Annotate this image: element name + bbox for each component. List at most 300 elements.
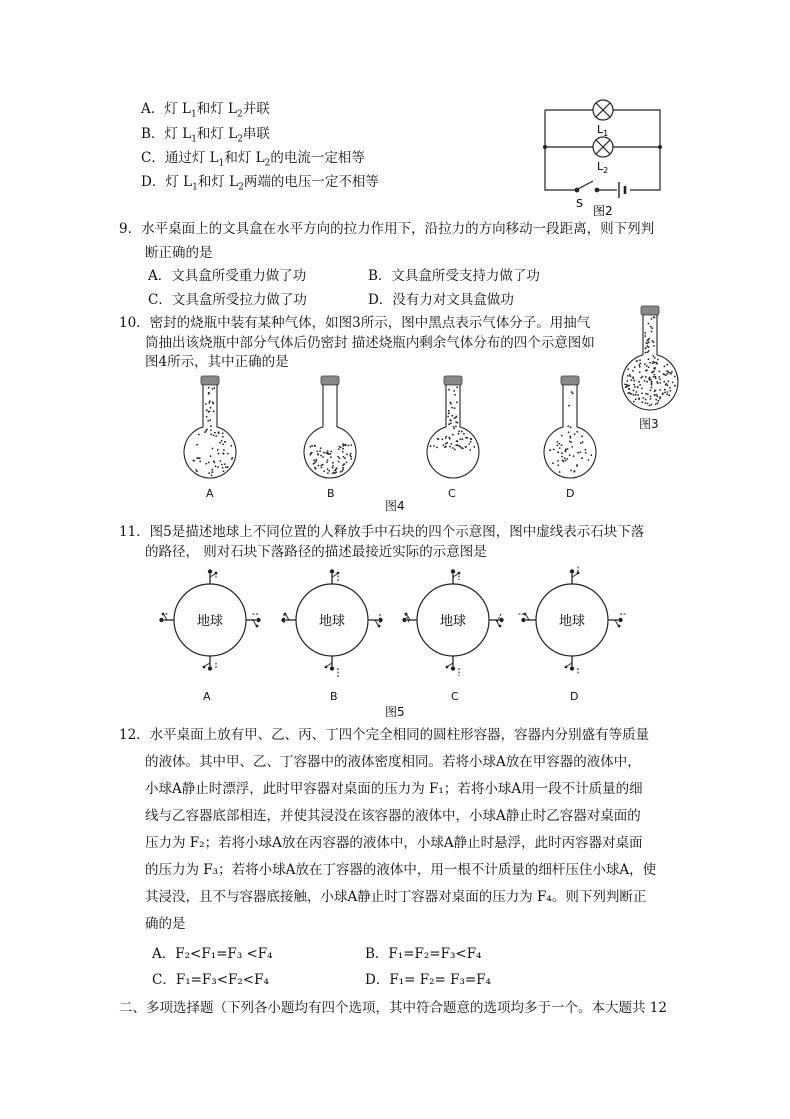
gas-molecule xyxy=(627,368,629,370)
gas-molecule xyxy=(320,455,322,457)
q9-stem-line1: 9．水平桌面上的文具盒在水平方向的拉力作用下，沿拉力的方向移动一段距离，则下列判 xyxy=(119,221,655,237)
gas-molecule xyxy=(651,387,653,389)
gas-molecule xyxy=(342,443,344,445)
gas-molecule xyxy=(208,392,210,394)
gas-molecule xyxy=(653,376,655,378)
gas-molecule xyxy=(667,391,669,393)
earth-diagram-a xyxy=(159,569,260,670)
gas-molecule xyxy=(209,411,211,413)
gas-molecule xyxy=(573,455,575,457)
gas-molecule xyxy=(576,431,578,433)
gas-molecule xyxy=(648,377,650,379)
gas-molecule xyxy=(208,462,210,464)
gas-molecule xyxy=(338,448,340,450)
gas-molecule xyxy=(569,435,571,437)
gas-molecule xyxy=(653,355,655,357)
gas-molecule xyxy=(657,359,659,361)
gas-molecule xyxy=(451,415,453,417)
gas-molecule xyxy=(318,465,320,467)
gas-molecule xyxy=(430,445,432,447)
gas-molecule xyxy=(214,432,216,434)
gas-molecule xyxy=(671,371,673,373)
gas-molecule xyxy=(585,449,587,451)
earth-label: 地球 xyxy=(558,614,586,629)
gas-molecule xyxy=(662,393,664,395)
q12-stem-line5: 压力为 F₂；若将小球A放在丙容器的液体中，小球A静止时悬浮，此时丙容器对桌面 xyxy=(145,835,643,851)
gas-molecule xyxy=(437,438,439,440)
gas-molecule xyxy=(326,462,328,464)
gas-molecule xyxy=(654,395,656,397)
gas-molecule xyxy=(205,430,207,432)
gas-molecule xyxy=(658,376,660,378)
gas-molecule xyxy=(319,450,321,452)
gas-molecule xyxy=(653,316,655,318)
gas-molecule xyxy=(454,407,456,409)
gas-molecule xyxy=(217,449,219,451)
q9-stem-line2: 断正确的是 xyxy=(145,245,213,261)
gas-molecule xyxy=(448,410,450,412)
gas-molecule xyxy=(344,457,346,459)
person-icon xyxy=(203,656,213,671)
gas-molecule xyxy=(581,457,583,459)
stone-icon xyxy=(499,625,502,628)
gas-molecule xyxy=(654,374,656,376)
gas-molecule xyxy=(317,453,319,455)
gas-molecule xyxy=(637,387,639,389)
gas-molecule xyxy=(667,371,669,373)
q8-option-d: D．灯 $L_1$和灯 $L_2$两端的电压一定不相等 xyxy=(141,174,379,193)
gas-molecule xyxy=(647,403,649,405)
gas-molecule xyxy=(576,464,578,466)
gas-molecule xyxy=(462,438,464,440)
gas-molecule xyxy=(668,381,670,383)
gas-molecule xyxy=(650,326,652,328)
gas-molecule xyxy=(222,467,224,469)
gas-molecule xyxy=(558,443,560,445)
person-icon xyxy=(608,618,623,628)
gas-molecule xyxy=(227,466,229,468)
gas-molecule xyxy=(639,359,641,361)
gas-molecule xyxy=(667,385,669,387)
gas-molecule xyxy=(563,461,565,463)
gas-molecule xyxy=(320,465,322,467)
gas-molecule xyxy=(458,433,460,435)
gas-molecule xyxy=(210,407,212,409)
gas-molecule xyxy=(559,471,561,473)
gas-molecule xyxy=(652,371,654,373)
gas-molecule xyxy=(642,376,644,378)
gas-molecule xyxy=(633,380,635,382)
gas-molecule xyxy=(231,458,233,460)
stopper-icon xyxy=(321,376,339,385)
gas-molecule xyxy=(634,386,636,388)
gas-molecule xyxy=(469,449,471,451)
gas-molecule xyxy=(644,332,646,334)
gas-molecule xyxy=(219,442,221,444)
gas-molecule xyxy=(651,381,653,383)
gas-molecule xyxy=(633,384,635,386)
gas-molecule xyxy=(674,385,676,387)
gas-molecule xyxy=(567,448,569,450)
gas-molecule xyxy=(645,376,647,378)
gas-molecule xyxy=(225,466,227,468)
gas-molecule xyxy=(313,463,315,465)
earth-diagram-d xyxy=(518,566,626,674)
gas-molecule xyxy=(561,456,563,458)
stone-icon xyxy=(325,666,328,669)
gas-molecule xyxy=(664,365,666,367)
gas-molecule xyxy=(211,471,213,473)
gas-molecule xyxy=(452,434,454,436)
lamp1-label: $L_1$ xyxy=(597,123,609,138)
gas-molecule xyxy=(568,431,570,433)
earth-diagram-c xyxy=(402,569,503,676)
gas-molecule xyxy=(445,446,447,448)
stone-icon xyxy=(203,666,206,669)
gas-molecule xyxy=(649,379,651,381)
earth-label: 地球 xyxy=(439,614,467,629)
q11-stem-line1: 11．图5是描述地球上不同位置的人释放手中石块的四个示意图，图中虚线表示石块下落 xyxy=(119,524,645,540)
gas-molecule xyxy=(316,459,318,461)
gas-molecule xyxy=(632,378,634,380)
gas-molecule xyxy=(456,386,458,388)
gas-molecule xyxy=(640,377,642,379)
figure5-earth-diagrams xyxy=(140,560,660,685)
stone-icon xyxy=(256,625,259,628)
gas-molecule xyxy=(629,388,631,390)
gas-molecule xyxy=(577,452,579,454)
gas-molecule xyxy=(666,364,668,366)
gas-molecule xyxy=(208,402,210,404)
q8-option-a: A．灯 $L_1$和灯 $L_2$并联 xyxy=(141,101,270,120)
gas-molecule xyxy=(650,395,652,397)
gas-molecule xyxy=(449,419,451,421)
gas-molecule xyxy=(209,419,211,421)
gas-molecule xyxy=(433,445,435,447)
gas-molecule xyxy=(342,469,344,471)
q9-option-d: D．没有力对文具盒做功 xyxy=(368,292,514,308)
gas-molecule xyxy=(670,373,672,375)
gas-molecule xyxy=(468,443,470,445)
q12-stem-line8: 确的是 xyxy=(145,916,186,932)
gas-molecule xyxy=(649,389,651,391)
gas-molecule xyxy=(222,436,224,438)
gas-molecule xyxy=(334,472,336,474)
gas-molecule xyxy=(664,389,666,391)
gas-molecule xyxy=(342,448,344,450)
gas-molecule xyxy=(624,384,626,386)
gas-molecule xyxy=(670,390,672,392)
gas-molecule xyxy=(666,393,668,395)
gas-molecule xyxy=(450,402,452,404)
gas-molecule xyxy=(552,462,554,464)
gas-molecule xyxy=(314,445,316,447)
figure4-caption: 图4 xyxy=(385,499,405,513)
gas-molecule xyxy=(457,444,459,446)
gas-molecule xyxy=(570,470,572,472)
earth-label-b: B xyxy=(330,690,338,703)
gas-molecule xyxy=(196,471,198,473)
q12-stem-line1: 12．水平桌面上放有甲、乙、丙、丁四个完全相同的圆柱形容器，容器内分别盛有等质量 xyxy=(119,727,650,743)
gas-molecule xyxy=(332,465,334,467)
person-icon xyxy=(489,618,504,628)
gas-molecule xyxy=(316,451,318,453)
gas-molecule xyxy=(335,471,337,473)
gas-molecule xyxy=(648,358,650,360)
gas-molecule xyxy=(652,362,654,364)
gas-molecule xyxy=(557,451,559,453)
gas-molecule xyxy=(636,360,638,362)
gas-molecule xyxy=(644,380,646,382)
gas-molecule xyxy=(565,450,567,452)
gas-molecule xyxy=(224,441,226,443)
gas-molecule xyxy=(322,456,324,458)
gas-molecule xyxy=(227,453,229,455)
gas-molecule xyxy=(337,456,339,458)
gas-molecule xyxy=(210,425,212,427)
gas-molecule xyxy=(220,460,222,462)
gas-molecule xyxy=(350,456,352,458)
gas-molecule xyxy=(212,448,214,450)
gas-molecule xyxy=(330,451,332,453)
switch-label: S xyxy=(576,197,583,210)
figure3-caption: 图3 xyxy=(639,417,659,431)
gas-molecule xyxy=(653,367,655,369)
gas-molecule xyxy=(650,398,652,400)
gas-molecule xyxy=(561,444,563,446)
gas-molecule xyxy=(321,467,323,469)
gas-molecule xyxy=(450,422,452,424)
gas-molecule xyxy=(654,362,656,364)
stopper-icon xyxy=(641,306,659,315)
gas-molecule xyxy=(210,434,212,436)
gas-molecule xyxy=(205,403,207,405)
gas-molecule xyxy=(633,390,635,392)
gas-molecule xyxy=(199,461,201,463)
gas-molecule xyxy=(212,388,214,390)
gas-molecule xyxy=(335,469,337,471)
figure4-flask-d xyxy=(535,372,605,487)
gas-molecule xyxy=(633,394,635,396)
gas-molecule xyxy=(451,443,453,445)
gas-molecule xyxy=(655,399,657,401)
gas-molecule xyxy=(582,441,584,443)
gas-molecule xyxy=(449,446,451,448)
gas-molecule xyxy=(350,444,352,446)
gas-molecule xyxy=(648,323,650,325)
gas-molecule xyxy=(666,373,668,375)
gas-molecule xyxy=(346,462,348,464)
gas-molecule xyxy=(635,394,637,396)
gas-molecule xyxy=(638,398,640,400)
gas-molecule xyxy=(645,399,647,401)
q9-option-c: C．文具盒所受拉力做了功 xyxy=(148,292,307,308)
gas-molecule xyxy=(656,381,658,383)
gas-molecule xyxy=(223,449,225,451)
earth-label-c: C xyxy=(451,690,459,703)
gas-molecule xyxy=(657,396,659,398)
gas-molecule xyxy=(465,446,467,448)
gas-molecule xyxy=(557,441,559,443)
gas-molecule xyxy=(454,449,456,451)
gas-molecule xyxy=(664,392,666,394)
gas-molecule xyxy=(310,454,312,456)
gas-molecule xyxy=(674,376,676,378)
q12-option-c: C．F₁=F₃<F₂<F₄ xyxy=(152,972,269,988)
gas-molecule xyxy=(651,327,653,329)
gas-molecule xyxy=(654,376,656,378)
gas-molecule xyxy=(557,464,559,466)
gas-molecule xyxy=(445,443,447,445)
gas-molecule xyxy=(470,438,472,440)
earth-label-a: A xyxy=(203,690,211,703)
gas-molecule xyxy=(346,453,348,455)
gas-molecule xyxy=(451,407,453,409)
gas-molecule xyxy=(206,409,208,411)
q8-option-b: B．灯 $L_1$和灯 $L_2$串联 xyxy=(141,126,270,145)
gas-molecule xyxy=(210,455,212,457)
stone-icon xyxy=(378,625,381,628)
gas-molecule xyxy=(637,394,639,396)
earth-diagram-b xyxy=(281,569,382,677)
gas-molecule xyxy=(659,396,661,398)
gas-molecule xyxy=(328,453,330,455)
gas-molecule xyxy=(448,423,450,425)
gas-molecule xyxy=(460,438,462,440)
gas-molecule xyxy=(629,392,631,394)
gas-molecule xyxy=(579,451,581,453)
gas-molecule xyxy=(635,398,637,400)
q8-option-c: C．通过灯 $L_1$和灯 $L_2$的电流一定相等 xyxy=(141,150,365,169)
gas-molecule xyxy=(638,381,640,383)
gas-molecule xyxy=(663,373,665,375)
gas-molecule xyxy=(328,470,330,472)
gas-molecule xyxy=(549,449,551,451)
gas-molecule xyxy=(645,393,647,395)
gas-molecule xyxy=(645,370,647,372)
gas-molecule xyxy=(224,463,226,465)
gas-molecule xyxy=(341,470,343,472)
gas-molecule xyxy=(330,456,332,458)
gas-molecule xyxy=(474,446,476,448)
gas-molecule xyxy=(666,383,668,385)
stone-icon xyxy=(565,666,568,669)
gas-molecule xyxy=(656,362,658,364)
gas-molecule xyxy=(463,433,465,435)
q10-stem-line1: 10．密封的烧瓶中装有某种气体，如图3所示，图中黑点表示气体分子。用抽气 xyxy=(119,315,591,331)
gas-molecule xyxy=(211,474,213,476)
gas-molecule xyxy=(634,366,636,368)
gas-molecule xyxy=(192,460,194,462)
lamp2-label: $L_2$ xyxy=(597,160,609,175)
gas-molecule xyxy=(645,347,647,349)
gas-molecule xyxy=(196,444,198,446)
gas-molecule xyxy=(198,434,200,436)
gas-molecule xyxy=(458,431,460,433)
gas-molecule xyxy=(570,441,572,443)
gas-molecule xyxy=(657,402,659,404)
gas-molecule xyxy=(445,437,447,439)
gas-molecule xyxy=(556,445,558,447)
gas-molecule xyxy=(663,381,665,383)
gas-molecule xyxy=(339,446,341,448)
gas-molecule xyxy=(222,444,224,446)
gas-molecule xyxy=(654,357,656,359)
gas-molecule xyxy=(588,459,590,461)
gas-molecule xyxy=(659,379,661,381)
q11-stem-line2: 的路径， 则对石块下落路径的描述最接近实际的示意图是 xyxy=(145,544,487,560)
gas-molecule xyxy=(461,431,463,433)
gas-molecule xyxy=(453,426,455,428)
gas-molecule xyxy=(644,363,646,365)
gas-molecule xyxy=(448,389,450,391)
gas-molecule xyxy=(672,382,674,384)
flask-label-c: C xyxy=(448,487,456,500)
gas-molecule xyxy=(221,464,223,466)
gas-molecule xyxy=(457,440,459,442)
gas-molecule xyxy=(339,457,341,459)
gas-molecule xyxy=(627,380,629,382)
q12-stem-line7: 其浸没，且不与容器底接触，小球A静止时丁容器对桌面的压力为 F₄。则下列判断正 xyxy=(145,889,647,905)
gas-molecule xyxy=(231,445,233,447)
gas-molecule xyxy=(327,468,329,470)
gas-molecule xyxy=(345,444,347,446)
gas-molecule xyxy=(564,457,566,459)
gas-molecule xyxy=(315,460,317,462)
gas-molecule xyxy=(566,458,568,460)
gas-molecule xyxy=(213,410,215,412)
person-icon xyxy=(402,613,417,623)
person-icon xyxy=(325,656,335,671)
gas-molecule xyxy=(569,441,571,443)
gas-molecule xyxy=(644,335,646,337)
gas-molecule xyxy=(659,382,661,384)
person-icon xyxy=(565,656,575,671)
lamp-l1-icon xyxy=(593,100,613,120)
stone-icon xyxy=(524,613,527,616)
earth-label: 地球 xyxy=(318,614,346,629)
gas-molecule xyxy=(209,400,211,402)
stopper-icon xyxy=(561,376,579,385)
q12-stem-line2: 的液体。其中甲、乙、丁容器中的液体密度相同。若将小球A放在甲容器的液体中， xyxy=(145,754,641,770)
gas-molecule xyxy=(641,392,643,394)
gas-molecule xyxy=(581,435,583,437)
gas-molecule xyxy=(197,457,199,459)
gas-molecule xyxy=(645,352,647,354)
gas-molecule xyxy=(332,473,334,475)
gas-molecule xyxy=(445,436,447,438)
gas-molecule xyxy=(223,470,225,472)
gas-molecule xyxy=(454,417,456,419)
flask-label-b: B xyxy=(327,487,335,500)
earth-label-d: D xyxy=(570,690,579,703)
gas-molecule xyxy=(456,401,458,403)
q12-option-b: B．F₁=F₂=F₃<F₄ xyxy=(365,946,482,962)
gas-molecule xyxy=(213,387,215,389)
gas-molecule xyxy=(570,426,572,428)
lamp-l2-icon xyxy=(593,137,613,157)
gas-molecule xyxy=(350,458,352,460)
gas-molecule xyxy=(639,371,641,373)
gas-molecule xyxy=(315,468,317,470)
flask-label-d: D xyxy=(566,487,575,500)
gas-molecule xyxy=(447,416,449,418)
gas-molecule xyxy=(631,379,633,381)
gas-molecule xyxy=(218,432,220,434)
gas-molecule xyxy=(574,470,576,472)
gas-molecule xyxy=(638,364,640,366)
gas-molecule xyxy=(571,446,573,448)
